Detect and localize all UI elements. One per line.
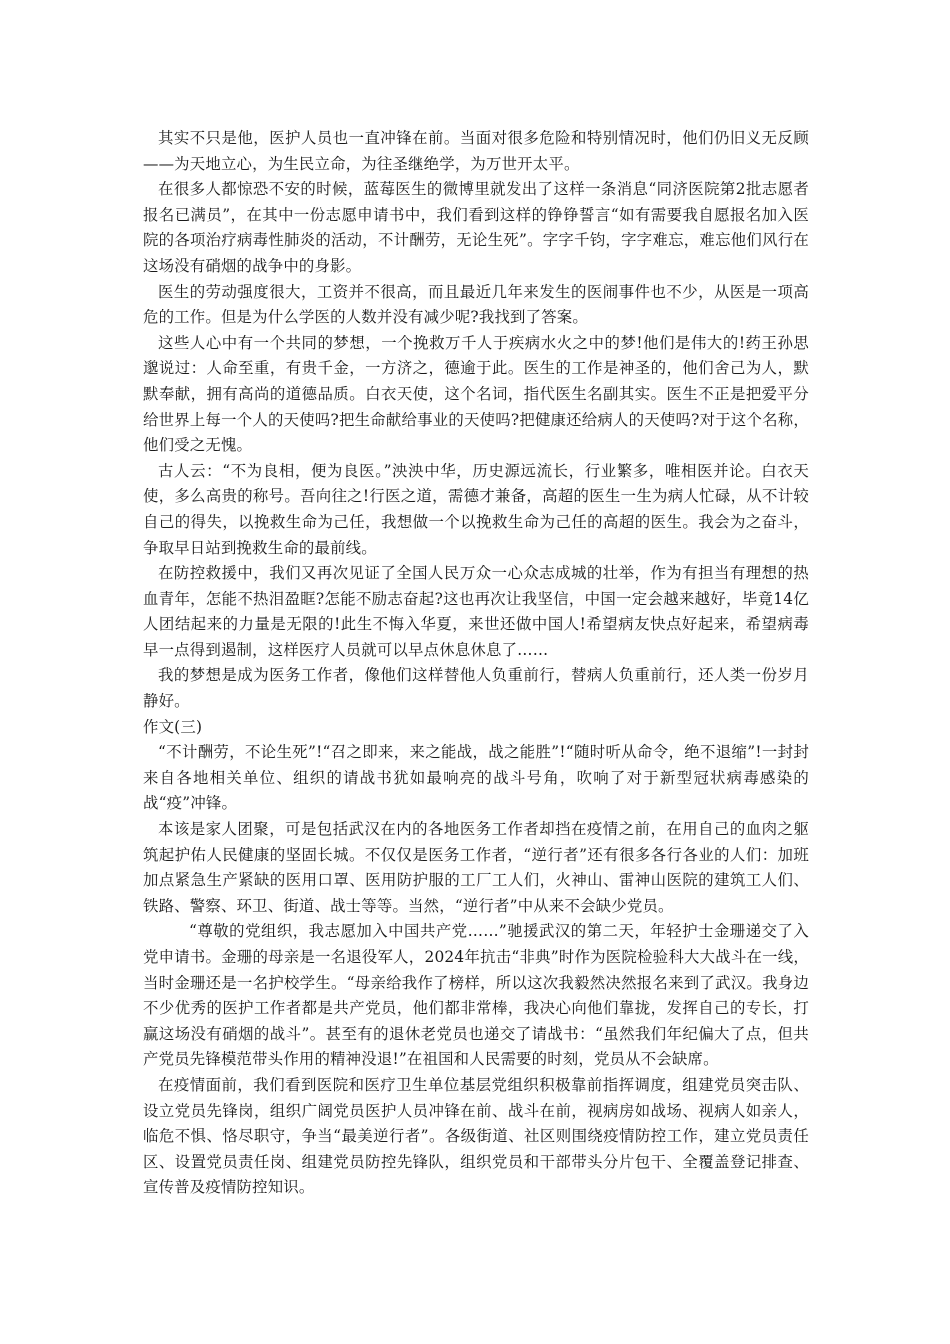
document-body <box>143 126 809 1201</box>
paragraph-4: 这些人心中有一个共同的梦想，一个挽救万千人于疾病水火之中的梦!他们是伟大的!药王孙思邈说过：人命至重，有贵千金，一方济之，德逾于此。医生的工作是神圣的，他们舍己为人，默默奉献，拥有高尚的道德品质。白衣天使，这个名词，指代医生名副其实。医生不正是把爱平分给世界上每一个人的天使吗?把生命献给事业的天使吗?把健康还给病人的天使吗?对于这个名称，他们受之无愧。 <box>143 333 809 455</box>
paragraph-10: “尊敬的党组织，我志愿加入中国共产党……”驰援武汉的第二天，年轻护士金珊递交了入党申请书。金珊的母亲是一名退役军人，2024年抗击“非典”时作为医院检验科大大战斗在一线，当时金珊还是一名护校学生。“母亲给我作了榜样，所以这次我毅然决然报名来到了武汉。我身边不少优秀的医护工作者都是共产党员，他们都非常棒，我决心向他们靠拢，发挥自己的专长，打赢这场没有硝烟的战斗”。甚至有的退休老党员也递交了请战书：“虽然我们年纪偏大了点，但共产党员先锋模范带头作用的精神没退!”在祖国和人民需要的时刻，党员从不会缺席。 <box>143 922 809 1069</box>
section-heading: 作文(三) <box>143 717 203 736</box>
paragraph-2: 在很多人都惊恐不安的时候，蓝莓医生的微博里就发出了这样一条消息“同济医院第2批志愿者报名已满员”，在其中一份志愿申请书中，我们看到这样的铮铮誓言“如有需要我自愿报名加入医院的各项治疗病毒性肺炎的活动，不计酬劳，无论生死”。字字千钧，字字难忘，难忘他们风行在这场没有硝烟的战争中的身影。 <box>143 180 809 275</box>
paragraph-1: 其实不只是他，医护人员也一直冲锋在前。当面对很多危险和特别情况时，他们仍旧义无反顾——为天地立心，为生民立命，为往圣继绝学，为万世开太平。 <box>143 129 809 173</box>
paragraph-3: 医生的劳动强度很大，工资并不很高，而且最近几年来发生的医闹事件也不少，从医是一项高危的工作。但是为什么学医的人数并没有减少呢?我找到了答案。 <box>143 282 809 327</box>
paragraph-6: 在防控救援中，我们又再次见证了全国人民万众一心众志成城的壮举，作为有担当有理想的热血青年，怎能不热泪盈眶?怎能不励志奋起?这也再次让我坚信，中国一定会越来越好，毕竟14亿人团结起来的力量是无限的!此生不悔入华夏，来世还做中国人!希望病友快点好起来，希望病毒早一点得到遏制，这样医疗人员就可以早点休息休息了…… <box>143 564 809 659</box>
paragraph-7: 我的梦想是成为医务工作者，像他们这样替他人负重前行，替病人负重前行，还人类一份岁月静好。 <box>143 666 809 711</box>
paragraph-11: 在疫情面前，我们看到医院和医疗卫生单位基层党组织积极靠前指挥调度，组建党员突击队、设立党员先锋岗，组织广阔党员医护人员冲锋在前、战斗在前，视病房如战场、视病人如亲人，临危不惧、恪尽职守，争当“最美逆行者”。各级街道、社区则围绕疫情防控工作，建立党员责任区、设置党员责任岗、组建党员防控先锋队，组织党员和干部带头分片包干、全覆盖登记排查、宣传普及疫情防控知识。 <box>143 1075 809 1197</box>
paragraph-8: “不计酬劳，不论生死”!“召之即来，来之能战，战之能胜”!“随时听从命令，绝不退缩”!一封封来自各地相关单位、组织的请战书犹如最响亮的战斗号角，吹响了对于新型冠状病毒感染的战“疫”冲锋。 <box>143 743 809 813</box>
paragraph-9: 本该是家人团聚，可是包括武汉在内的各地医务工作者却挡在疫情之前，在用自己的血肉之躯筑起护佑人民健康的坚固长城。不仅仅是医务工作者，“逆行者”还有很多各行各业的人们：加班加点紧急生产紧缺的医用口罩、医用防护服的工厂工人们，火神山、雷神山医院的建筑工人们、铁路、警察、环卫、街道、战士等等。当然，“逆行者”中从来不会缺少党员。 <box>143 820 809 915</box>
paragraph-5: 古人云：“不为良相，便为良医。”泱泱中华，历史源远流长，行业繁多，唯相医并论。白衣天使，多么高贵的称号。吾向往之!行医之道，需德才兼备，高超的医生一生为病人忙碌，从不计较自己的得失，以挽救生命为己任，我想做一个以挽救生命为己任的高超的医生。我会为之奋斗，争取早日站到挽救生命的最前线。 <box>143 461 809 557</box>
